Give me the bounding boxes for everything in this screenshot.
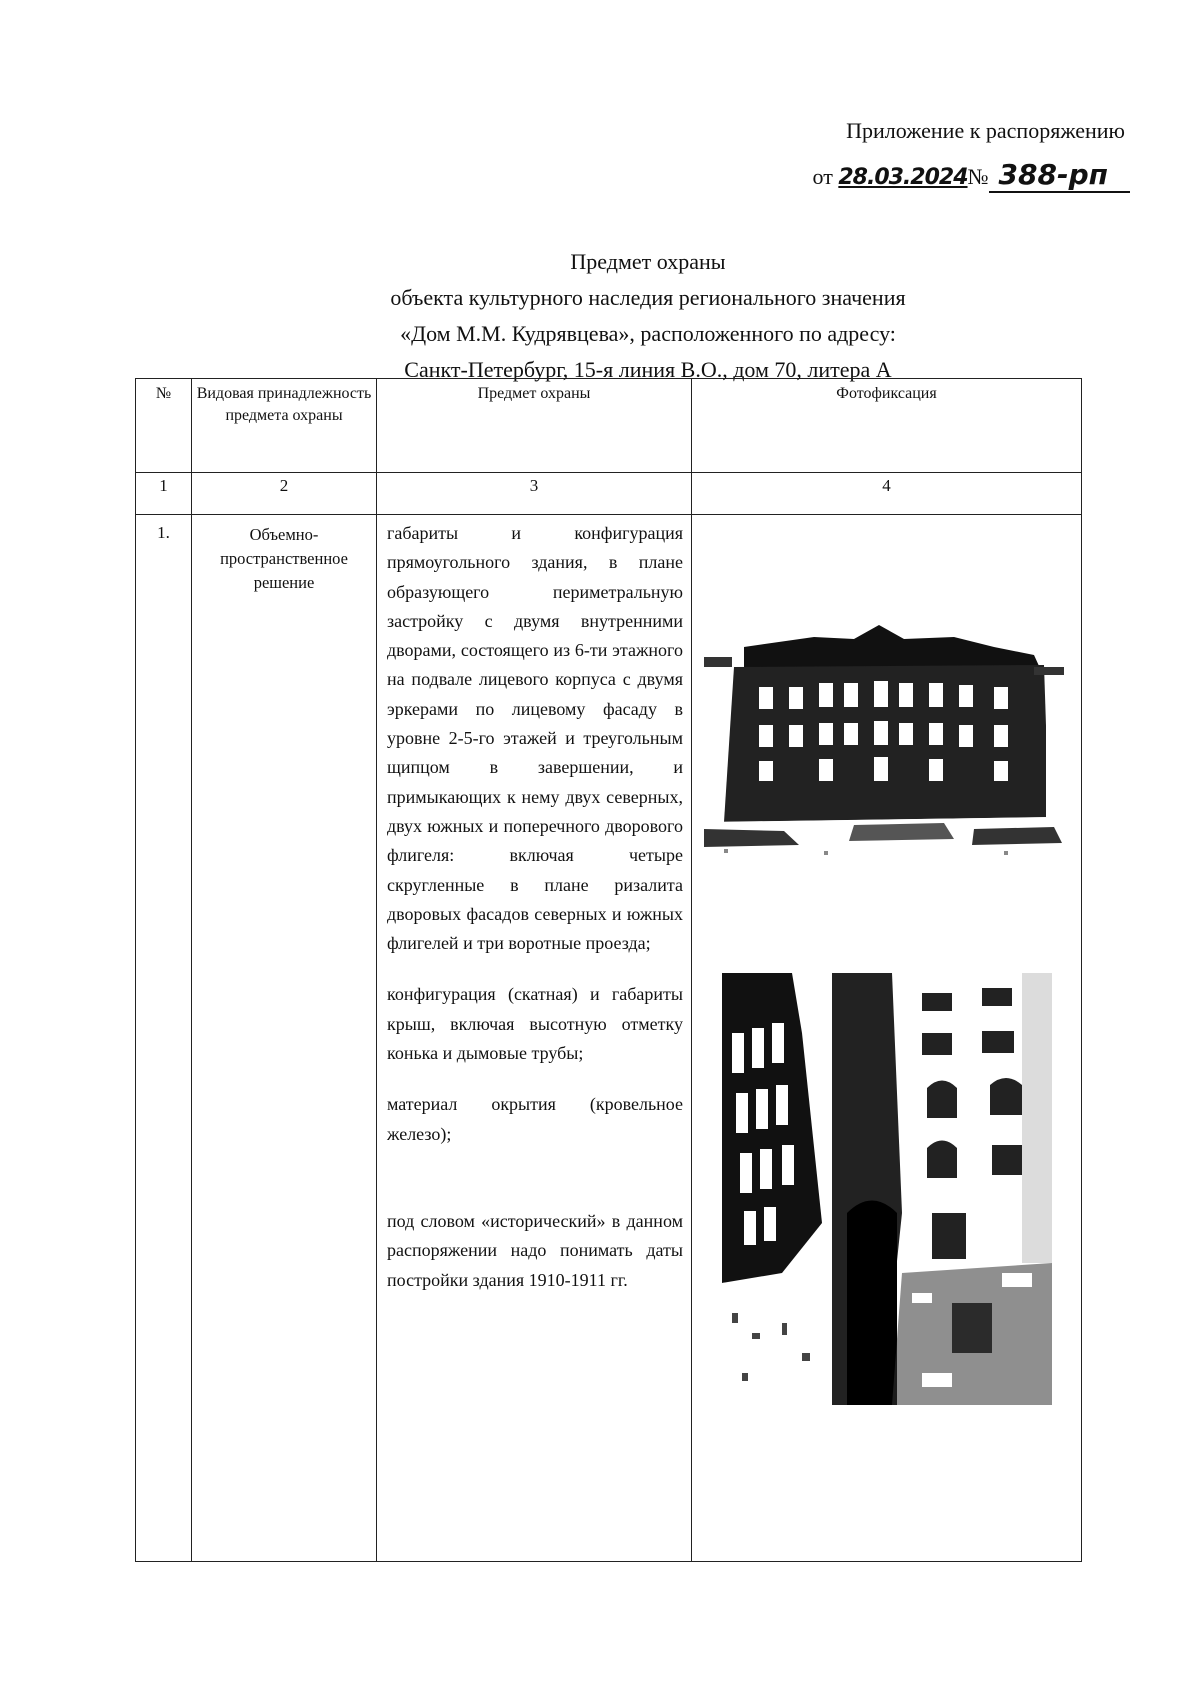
annex-label: Приложение к распоряжению xyxy=(846,118,1125,143)
annex-date: 28.03.2024 xyxy=(838,165,968,190)
subject-paragraph-2: конфигурация (скатная) и габариты крыш, включая высотную отметку конька и дымовые трубы; xyxy=(387,984,683,1064)
annex-number-label: № xyxy=(967,164,989,189)
subject-paragraph-1: габариты и конфигурация прямоугольного здания, в плане образующего периметральную застройку с двумя внутренними дворами, состоящего из 6-ти этажного на подвале лицевого корпуса с двумя эркерами по лицевому фасаду в уровне 2-5-го этажей и треугольным щипцом в завершении, и примыкающих к нему двух северных, двух южных и поперечного дворового флигеля: включая четыре скругленные в плане ризалита дворовых фасадов северных и южных флигелей и три воротные проезда; xyxy=(387,523,683,954)
column-number-4: 4 xyxy=(692,473,1082,515)
column-number-row xyxy=(136,473,1082,515)
column-number-3: 3 xyxy=(377,473,692,515)
header-num: № xyxy=(136,379,192,473)
document-title xyxy=(0,244,1200,388)
column-number-1: 1 xyxy=(136,473,192,515)
row-number: 1. xyxy=(136,515,192,1562)
courtyard-photo xyxy=(722,973,1052,1405)
header-photo: Фотофиксация xyxy=(692,379,1082,473)
row-type: Объемно-пространственное решение xyxy=(192,515,377,1562)
title-line-2: объекта культурного наследия регионального значения xyxy=(390,285,906,310)
header-subject: Предмет охраны xyxy=(377,379,692,473)
table-row xyxy=(136,515,1082,1562)
courtyard-photo-image xyxy=(722,973,1052,1405)
annex-prefix: от xyxy=(812,164,833,189)
header-type: Видовая принадлежность предмета охраны xyxy=(192,379,377,473)
row-photos xyxy=(692,515,1082,1562)
subject-paragraph-3: материал окрытия (кровельное железо); xyxy=(387,1094,683,1144)
column-number-2: 2 xyxy=(192,473,377,515)
annex-date-number xyxy=(813,158,1130,193)
row-subject xyxy=(377,515,692,1562)
title-line-3: «Дом М.М. Кудрявцева», расположенного по адресу: xyxy=(400,321,896,346)
title-line-1: Предмет охраны xyxy=(570,249,726,274)
title-line-4: Санкт-Петербург, 15-я линия В.О., дом 70, литера А xyxy=(404,357,892,382)
table-header-row xyxy=(136,379,1082,473)
protection-table xyxy=(135,378,1082,1562)
annex-number: 388-рп xyxy=(998,158,1108,191)
facade-photo xyxy=(704,617,1064,857)
subject-paragraph-4: под словом «исторический» в данном распоряжении надо понимать даты постройки здания 1910-1911 гг. xyxy=(387,1210,683,1290)
facade-photo-image xyxy=(704,617,1064,857)
